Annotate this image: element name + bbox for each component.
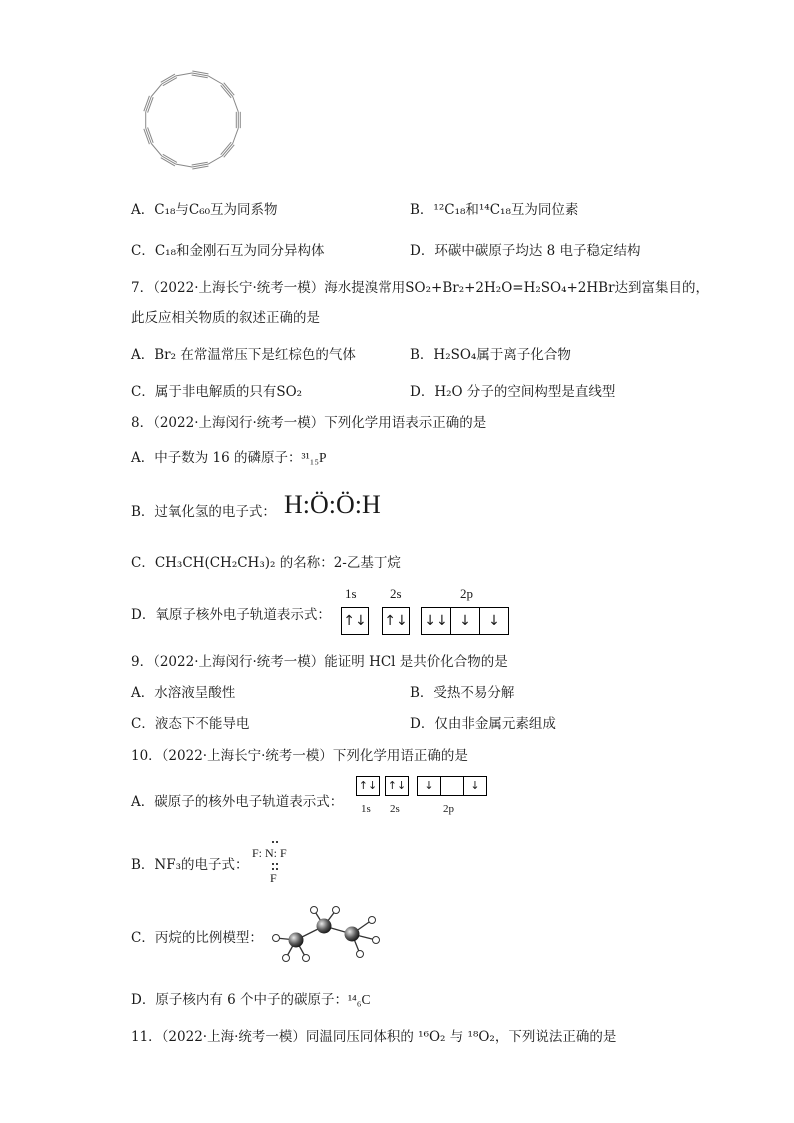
orbital-box: ↓ xyxy=(417,776,441,796)
q10-orbital-label-2s: 2s xyxy=(390,803,400,815)
orbital-box: ↑↓ xyxy=(341,607,369,635)
orbital-box: ↑↓ xyxy=(356,776,380,796)
orbital-box: ↓↓ xyxy=(421,607,451,635)
q8-option-a-formula: ³¹₁₅P xyxy=(301,450,327,465)
q8-orbital-label-2p: 2p xyxy=(460,586,473,601)
ring-bond xyxy=(176,73,192,76)
q9-option-d: D．仅由非金属元素组成 xyxy=(410,716,556,732)
ring-bond xyxy=(233,97,239,112)
q7-option-b: B．H₂SO₄属于离子化合物 xyxy=(410,347,571,363)
q7-option-d: D．H₂O 分子的空间构型是直线型 xyxy=(410,384,616,400)
orbital-box xyxy=(441,776,464,796)
q8-option-b-text: B．过氧化氢的电子式： xyxy=(131,504,276,520)
orbital-box: ↑↓ xyxy=(385,776,409,796)
q9-stem: 9．（2022·上海闵行·统考一模）能证明 HCl 是共价化合物的是 xyxy=(131,654,508,670)
ring-bond xyxy=(208,76,222,84)
q10-option-b-text: B．NF₃的电子式： xyxy=(131,857,249,873)
q8-option-c: C．CH₃CH(CH₂CH₃)₂ 的名称：2-乙基丁烷 xyxy=(131,555,401,571)
q8-orbital-2p xyxy=(421,607,509,635)
ring-bond xyxy=(221,142,231,155)
q8-orbital-2s xyxy=(382,607,410,635)
propane-ball-stick-model xyxy=(266,898,386,968)
cyclocarbon-ring-figure xyxy=(138,66,246,174)
q9-option-b: B．受热不易分解 xyxy=(410,685,515,701)
q10-orbital-label-1s: 1s xyxy=(361,803,371,815)
h2o2-electron-formula: H:Ö:Ö:H xyxy=(284,490,381,519)
q8-option-a xyxy=(131,446,327,466)
q10-orbital-1s xyxy=(356,776,380,796)
q10-orbital-label-2p: 2p xyxy=(443,803,454,815)
q9-option-c: C．液态下不能导电 xyxy=(131,716,250,732)
nf3-electron-formula-bottom: F xyxy=(270,871,277,885)
q8-option-d-text: D．氧原子核外电子轨道表示式： xyxy=(131,607,331,623)
ring-bond xyxy=(224,145,234,158)
q10-stem: 10．（2022·上海长宁·统考一模）下列化学用语正确的是 xyxy=(131,748,468,764)
ring-bond xyxy=(224,83,234,96)
nf3-electron-formula-top: F: N: F xyxy=(252,846,287,860)
q8-stem: 8．（2022·上海闵行·统考一模）下列化学用语表示正确的是 xyxy=(131,415,487,431)
nf3-lone-pair-dots xyxy=(268,838,288,872)
ring-bond xyxy=(222,144,232,157)
ring-bond xyxy=(221,85,231,98)
q10-option-a-text: A．碳原子的核外电子轨道表示式： xyxy=(131,794,344,810)
ring-bond xyxy=(151,84,161,97)
q10-option-d-formula: ¹⁴₆C xyxy=(348,992,371,1007)
q7-stem-line1: 7．（2022·上海长宁·统考一模）海水提溴常用SO₂+Br₂+2H₂O=H₂SO₄+2HBr达到富集目的， xyxy=(131,280,710,296)
q10-option-c-text: C．丙烷的比例模型： xyxy=(131,930,263,946)
q11-stem: 11．（2022·上海·统考一模）同温同压同体积的 ¹⁶O₂ 与 ¹⁸O₂，下列说法正确的是 xyxy=(131,1029,617,1045)
q9-option-a: A．水溶液呈酸性 xyxy=(131,685,236,701)
orbital-box: ↓ xyxy=(480,607,509,635)
q6-option-d: D．环碳中碳原子均达 8 电子稳定结构 xyxy=(410,243,641,259)
q7-option-a: A．Br₂ 在常温常压下是红棕色的气体 xyxy=(131,347,356,363)
ring-bond xyxy=(233,128,239,143)
q6-option-b: B．¹²C₁₈和¹⁴C₁₈互为同位素 xyxy=(410,202,579,218)
q6-option-a: A．C₁₈与C₆₀互为同系物 xyxy=(131,202,278,218)
orbital-box: ↓ xyxy=(464,776,487,796)
q10-option-d xyxy=(131,988,370,1008)
ring-bond xyxy=(151,144,161,157)
q10-option-d-text: D．原子核内有 6 个中子的碳原子： xyxy=(131,992,348,1008)
q10-orbital-2p xyxy=(417,776,487,796)
orbital-box: ↓ xyxy=(451,607,480,635)
q7-option-c: C．属于非电解质的只有SO₂ xyxy=(131,384,303,400)
q8-orbital-label-2s: 2s xyxy=(390,586,402,601)
q6-option-c: C．C₁₈和金刚石互为同分异构体 xyxy=(131,243,325,259)
ring-bond xyxy=(176,164,192,167)
ring-bond xyxy=(208,156,222,164)
q8-option-a-text: A．中子数为 16 的磷原子： xyxy=(131,450,302,466)
q8-orbital-label-1s: 1s xyxy=(345,586,357,601)
q8-orbital-1s xyxy=(341,607,369,635)
ring-bond xyxy=(222,84,232,97)
q10-orbital-2s xyxy=(385,776,409,796)
q7-stem-line2: 此反应相关物质的叙述正确的是 xyxy=(131,310,320,326)
orbital-box: ↑↓ xyxy=(382,607,410,635)
